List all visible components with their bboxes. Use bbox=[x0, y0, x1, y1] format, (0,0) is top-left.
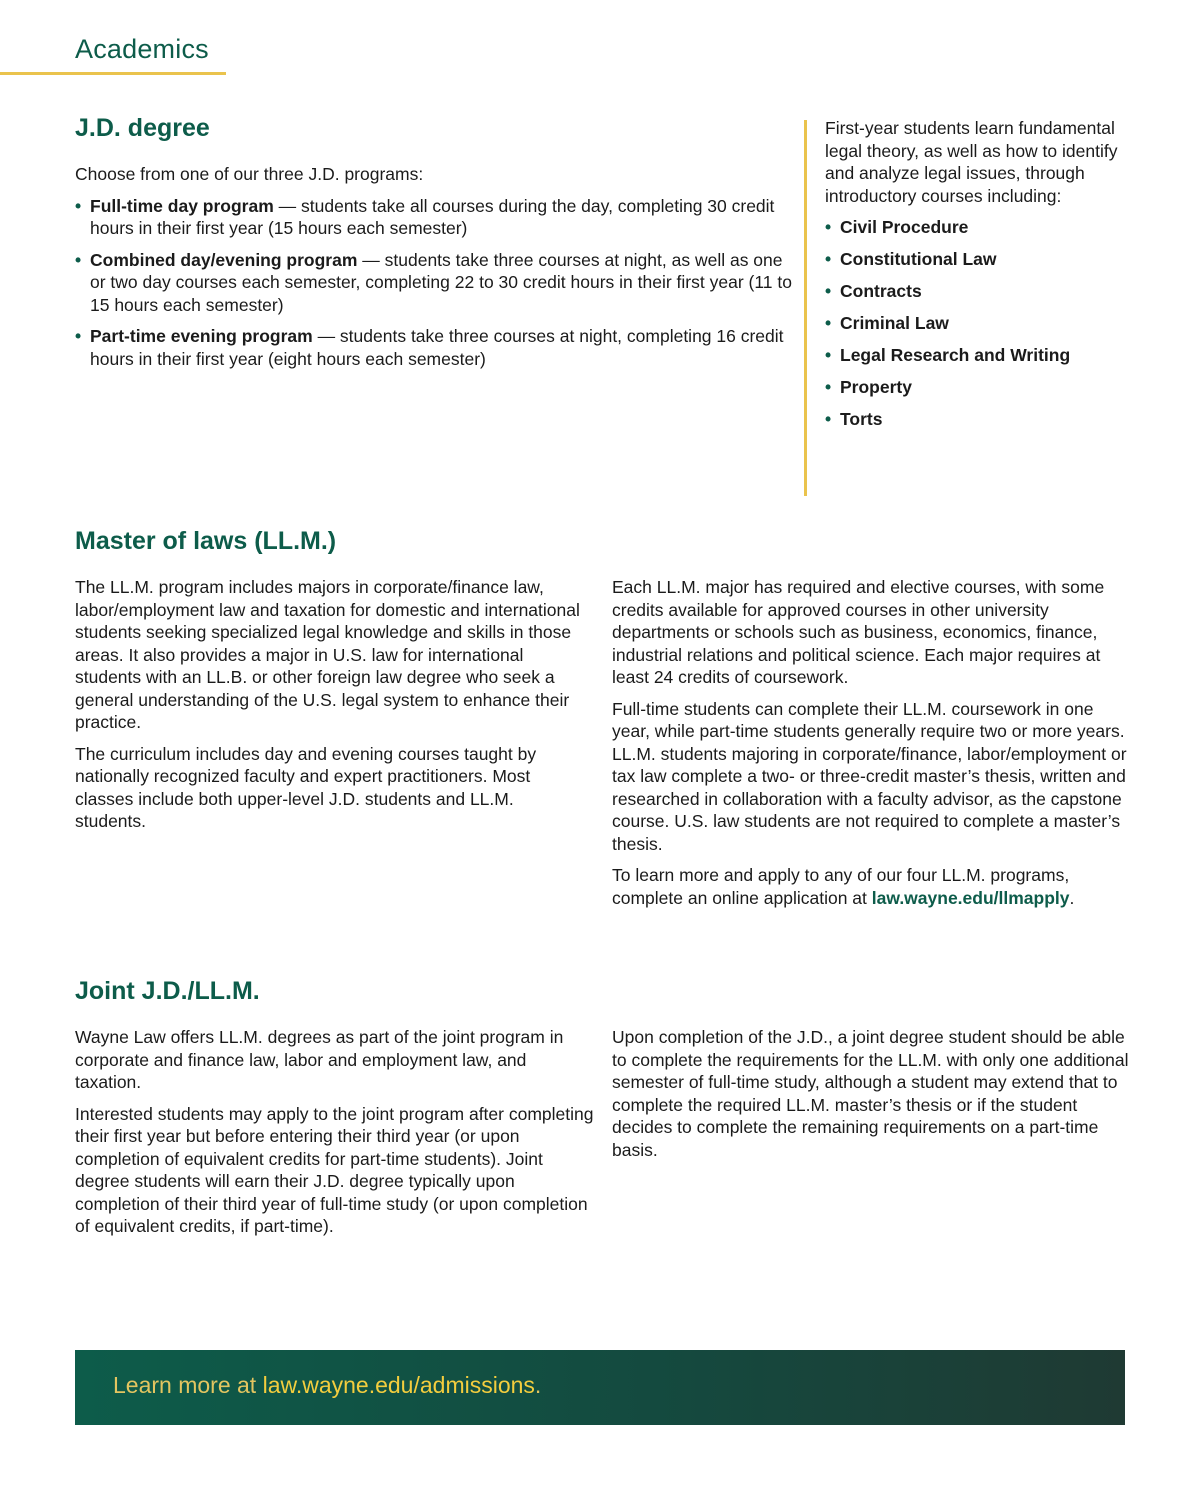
page-section-title: Academics bbox=[75, 34, 209, 64]
sidebar-intro: First-year students learn fundamental legal theory, as well as how to identify and analyze legal issues, through introductory courses including: bbox=[825, 118, 1118, 206]
jd-heading: J.D. degree bbox=[75, 114, 210, 142]
jd-program-list bbox=[75, 195, 795, 371]
llm-apply-link[interactable]: law.wayne.edu/llmapply bbox=[871, 887, 1070, 908]
list-item bbox=[75, 325, 795, 370]
llm-right-column bbox=[612, 576, 1132, 918]
llm-left-column bbox=[75, 576, 580, 842]
joint-right-column bbox=[612, 1026, 1132, 1170]
apply-end: . bbox=[1069, 887, 1075, 908]
joint-heading: Joint J.D./LL.M. bbox=[75, 977, 260, 1005]
program-name: Part-time evening program bbox=[90, 326, 313, 346]
program-desc: — students take three courses at night, completing 16 credit hours in their first year (eight hours each semester) bbox=[90, 326, 784, 369]
list-item: • Legal Research and Writing bbox=[825, 344, 1135, 376]
program-name: Combined day/evening program bbox=[90, 249, 358, 270]
admissions-banner bbox=[75, 1350, 1125, 1425]
course-list bbox=[825, 216, 1135, 440]
paragraph: Interested students may apply to the joint program after completing their first year but before entering their third year (or upon completion of equivalent credits for part-time students). Joint degree students will earn their J.D. degree typically upon completion of their third year of full-time study (or upon completion of equivalent credits, if part-time). bbox=[75, 1103, 594, 1236]
paragraph: Full-time students can complete their LL.M. coursework in one year, while part-time students generally require two or more years. LL.M. students majoring in corporate/finance, labor/employment or tax law complete a two- or three-credit master’s thesis, written and researched in collaboration with a faculty advisor, as the capstone course. U.S. law students are not required to complete a master’s thesis. bbox=[612, 698, 1127, 854]
jd-programs-column bbox=[75, 163, 795, 379]
paragraph: Wayne Law offers LL.M. degrees as part of the joint program in corporate and finance law, labor and employment law, and taxation. bbox=[75, 1027, 564, 1092]
sidebar-divider bbox=[804, 120, 807, 496]
list-item bbox=[75, 249, 795, 317]
banner-text bbox=[113, 1372, 541, 1399]
list-item: • Constitutional Law bbox=[825, 248, 1135, 280]
paragraph: Each LL.M. major has required and elective courses, with some credits available for approved courses in other university departments or schools such as business, economics, finance, industrial relations and political science. Each major requires at least 24 credits of coursework. bbox=[612, 577, 1105, 687]
banner-suffix: . bbox=[534, 1372, 542, 1398]
apply-text: To learn more and apply to any of our four LL.M. programs, complete an online application at bbox=[612, 865, 1070, 908]
program-desc: — students take three courses at night, as well as one or two day courses each semester, completing 22 to 30 credit hours in their first year (11 to 15 hours each semester) bbox=[90, 249, 792, 315]
paragraph: Upon completion of the J.D., a joint degree student should be able to complete the requirements for the LL.M. with only one additional semester of full-time study, although a student may extend that to complete the required LL.M. master’s thesis or if the student decides to complete the remaining requirements on a part-time basis. bbox=[612, 1027, 1129, 1160]
apply-paragraph bbox=[612, 864, 1132, 909]
paragraph: The curriculum includes day and evening courses taught by nationally recognized faculty and expert practitioners. Most classes include both upper-level J.D. students and LL.M. students. bbox=[75, 743, 537, 831]
admissions-link[interactable]: law.wayne.edu/admissions bbox=[262, 1372, 535, 1398]
jd-intro: Choose from one of our three J.D. programs: bbox=[75, 164, 424, 184]
banner-prefix: Learn more at bbox=[113, 1372, 263, 1398]
program-name: Full-time day program bbox=[90, 195, 274, 216]
list-item: • Civil Procedure bbox=[825, 216, 1135, 248]
llm-heading: Master of laws (LL.M.) bbox=[75, 527, 337, 555]
list-item: • Torts bbox=[825, 408, 1135, 440]
paragraph: The LL.M. program includes majors in corporate/finance law, labor/employment law and taxation for domestic and international students seeking specialized legal knowledge and skills in those areas. It also provides a major in U.S. law for international students with an LL.B. or other foreign law degree who seek a general understanding of the U.S. legal system to enhance their practice. bbox=[75, 577, 580, 732]
list-item: • Property bbox=[825, 376, 1135, 408]
header-underline bbox=[0, 72, 226, 75]
program-desc: — students take all courses during the day, completing 30 credit hours in their first year (15 hours each semester) bbox=[90, 195, 775, 238]
list-item bbox=[75, 195, 795, 240]
list-item: • Criminal Law bbox=[825, 312, 1135, 344]
first-year-sidebar bbox=[825, 117, 1135, 440]
list-item: • Contracts bbox=[825, 280, 1135, 312]
joint-left-column bbox=[75, 1026, 595, 1247]
